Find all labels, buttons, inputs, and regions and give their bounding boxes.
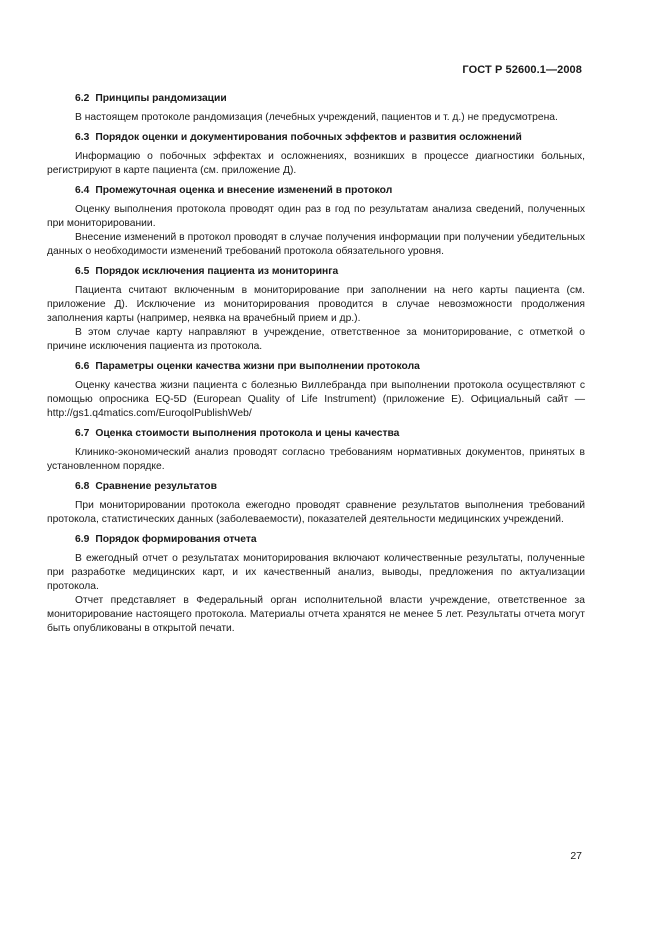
section-title: Принципы рандомизации	[95, 93, 227, 104]
paragraph: Внесение изменений в протокол проводят в случае получения информации при получении убедительных данных о необходимости изменений требований протокола обязательного уровня.	[47, 232, 585, 257]
section-number: 6.2	[75, 93, 90, 104]
section-6-6	[47, 360, 585, 421]
section-title: Промежуточная оценка и внесение изменений в протокол	[95, 185, 393, 196]
document-code: ГОСТ Р 52600.1—2008	[462, 64, 582, 76]
section-title: Оценка стоимости выполнения протокола и цены качества	[95, 428, 400, 439]
section-heading	[47, 265, 585, 279]
paragraph: В ежегодный отчет о результатах мониторирования включают количественные результаты, полученные при разработке медицинских карт, и их качественный анализ, выводы, предложения по актуализации протокола.	[47, 553, 585, 592]
section-heading	[47, 131, 585, 145]
paragraph: При мониторировании протокола ежегодно проводят сравнение результатов выполнения требований протокола, статистических данных (заболеваемости), показателей деятельности медицинских учреждений.	[47, 500, 585, 525]
section-6-9	[47, 533, 585, 636]
section-title: Сравнение результатов	[95, 481, 217, 492]
section-6-4	[47, 184, 585, 259]
section-title: Порядок исключения пациента из мониторинга	[95, 266, 339, 277]
section-heading	[47, 184, 585, 198]
section-title: Параметры оценки качества жизни при выполнении протокола	[95, 361, 420, 372]
section-6-7	[47, 427, 585, 474]
section-heading	[47, 533, 585, 547]
section-number: 6.7	[75, 428, 90, 439]
section-6-5	[47, 265, 585, 354]
paragraph: Оценку качества жизни пациента с болезнью Виллебранда при выполнении протокола осуществляют с помощью опросника EQ-5D (European Quality of Life Instrument) (приложение Е). Официальный сайт — http://gs1.q4matics.com/EuroqolPublishWeb/	[47, 380, 585, 419]
section-6-8	[47, 480, 585, 527]
document-body	[47, 92, 585, 642]
section-heading	[47, 480, 585, 494]
section-title: Порядок формирования отчета	[95, 534, 257, 545]
paragraph: Клинико-экономический анализ проводят согласно требованиям нормативных документов, принятых в установленном порядке.	[47, 447, 585, 472]
section-number: 6.6	[75, 361, 90, 372]
section-number: 6.5	[75, 266, 90, 277]
paragraph: Пациента считают включенным в мониторирование при заполнении на него карты пациента (см. приложение Д). Исключение из мониторирования проводится в случае невозможности продолжения заполнения карты (например, неявка на врачебный прием и др.).	[47, 285, 585, 324]
paragraph: В этом случае карту направляют в учреждение, ответственное за мониторирование, с отметкой о причине исключения пациента из протокола.	[47, 327, 585, 352]
section-heading	[47, 360, 585, 374]
section-heading	[47, 427, 585, 441]
paragraph: Отчет представляет в Федеральный орган исполнительной власти учреждение, ответственное за мониторирование настоящего протокола. Материалы отчета хранятся не менее 5 лет. Результаты отчета могут быть опубликованы в открытой печати.	[47, 595, 585, 634]
section-number: 6.3	[75, 132, 90, 143]
section-6-3	[47, 131, 585, 178]
section-6-2	[47, 92, 585, 125]
paragraph: Информацию о побочных эффектах и осложнениях, возникших в процессе диагностики больных, регистрируют в карте пациента (см. приложение Д).	[47, 151, 585, 176]
page-number: 27	[570, 850, 582, 862]
section-number: 6.4	[75, 185, 90, 196]
section-title: Порядок оценки и документирования побочных эффектов и развития осложнений	[95, 132, 522, 143]
paragraph: Оценку выполнения протокола проводят один раз в год по результатам анализа сведений, полученных при мониторировании.	[47, 204, 585, 229]
paragraph: В настоящем протоколе рандомизация (лечебных учреждений, пациентов и т. д.) не предусмотрена.	[75, 112, 558, 123]
section-number: 6.9	[75, 534, 90, 545]
section-number: 6.8	[75, 481, 90, 492]
section-heading	[47, 92, 585, 106]
